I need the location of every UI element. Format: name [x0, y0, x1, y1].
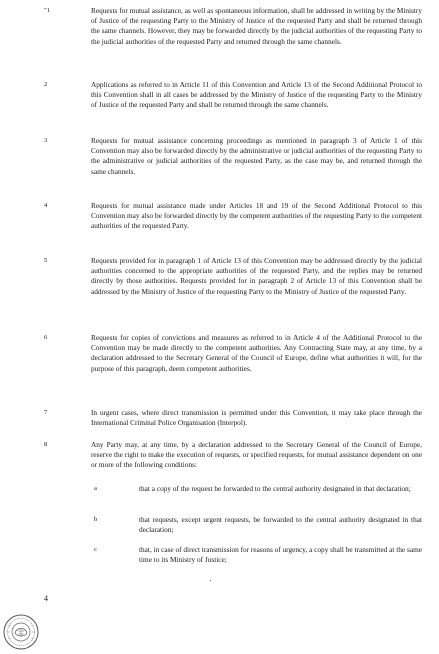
paragraph-number: 5	[44, 257, 48, 264]
paragraph-number: "1	[44, 7, 50, 14]
subparagraph-b	[92, 515, 422, 535]
subparagraph-a	[92, 484, 422, 494]
subparagraph-text: that requests, except urgent requests, be forwarded to the central authority designated in that declaration;	[139, 515, 422, 535]
paragraph-number: 2	[44, 81, 48, 88]
paragraph-number: 7	[44, 409, 48, 416]
paragraph-7	[44, 408, 422, 428]
paragraph-text: Requests for mutual assistance made under Articles 18 and 19 of the Second Additional Protocol to this Convention may also be forwarded directly by the competent authorities of the requesting Party to the competent authorities of the requested Party.	[91, 201, 422, 231]
paragraph-1	[44, 6, 422, 47]
paragraph-number: 8	[44, 441, 48, 448]
seal-stamp-icon	[2, 612, 40, 652]
paragraph-number: 6	[44, 334, 48, 341]
paragraph-5	[44, 256, 422, 297]
paragraph-text: Requests for copies of convictions and measures as referred to in Article 4 of the Additional Protocol to the Convention may be made directly to the competent authorities. Any Contracting State may, at any time, by a declaration addressed to the Secretary General of the Council of Europe, define what authorities it will, for the purpose of this paragraph, deem competent authorities.	[91, 333, 422, 373]
subparagraph-text: that a copy of the request be forwarded to the central authority designated in that declaration;	[139, 484, 411, 493]
paragraph-text: Any Party may, at any time, by a declaration addressed to the Secretary General of the Council of Europe, reserve the right to make the execution of requests, or specified requests, for mutual assistance dependent on one or more of the following conditions:	[91, 440, 422, 470]
subparagraph-c	[92, 545, 422, 565]
paragraph-number: 3	[44, 137, 48, 144]
paragraph-text: Requests provided for in paragraph 1 of Article 13 of this Convention may be addressed directly by the judicial authorities concerned to the appropriate authorities of the requested Party, and the replies may be returned directly by those authorities. Requests provided for in paragraph 2 of Article 13 of this Convention shall be addressed by the Ministry of Justice of the requesting Party to the Ministry of Justice of the requested Party.	[91, 256, 422, 296]
paragraph-3	[44, 136, 422, 177]
subparagraph-letter: c	[94, 546, 97, 553]
paragraph-6	[44, 333, 422, 374]
paragraph-2	[44, 80, 422, 111]
paragraph-number: 4	[44, 202, 48, 209]
paragraph-text: Requests for mutual assistance, as well as spontaneous information, shall be addressed in writing by the Ministry of Justice of the requesting Party to the Ministry of Justice of the requested Party and shall be returned through the same channels. However, they may be forwarded directly by the judicial authorities of the requesting Party to the judicial authorities of the requested Party and returned through the same channels.	[91, 6, 422, 46]
paragraph-8	[44, 440, 422, 471]
paragraph-text: Requests for mutual assistance concerning proceedings as mentioned in paragraph 3 of Article 1 of this Convention may also be forwarded directly by the administrative or judicial authorities of the requesting Party to the administrative or judicial authorities of the requested Party, as the case may be, and returned through the same channels.	[91, 136, 422, 176]
page-number: 4	[44, 594, 48, 603]
subparagraph-text: that, in case of direct transmission for reasons of urgency, a copy shall be transmitted at the same time to its Ministry of Justice;	[139, 545, 422, 565]
subparagraph-letter: b	[94, 516, 98, 523]
subparagraph-letter: a	[94, 485, 97, 492]
paragraph-text: Applications as referred to in Article 11 of this Convention and Article 13 of the Second Additional Protocol to this Convention shall in all cases be addressed by the Ministry of Justice of the requesting Party to the Ministry of Justice of the requested Party and shall be returned through the same channels.	[91, 80, 422, 110]
paragraph-4	[44, 201, 422, 232]
speck	[210, 580, 211, 581]
paragraph-text: In urgent cases, where direct transmission is permitted under this Convention, it may take place through the International Criminal Police Organisation (Interpol).	[91, 408, 422, 428]
